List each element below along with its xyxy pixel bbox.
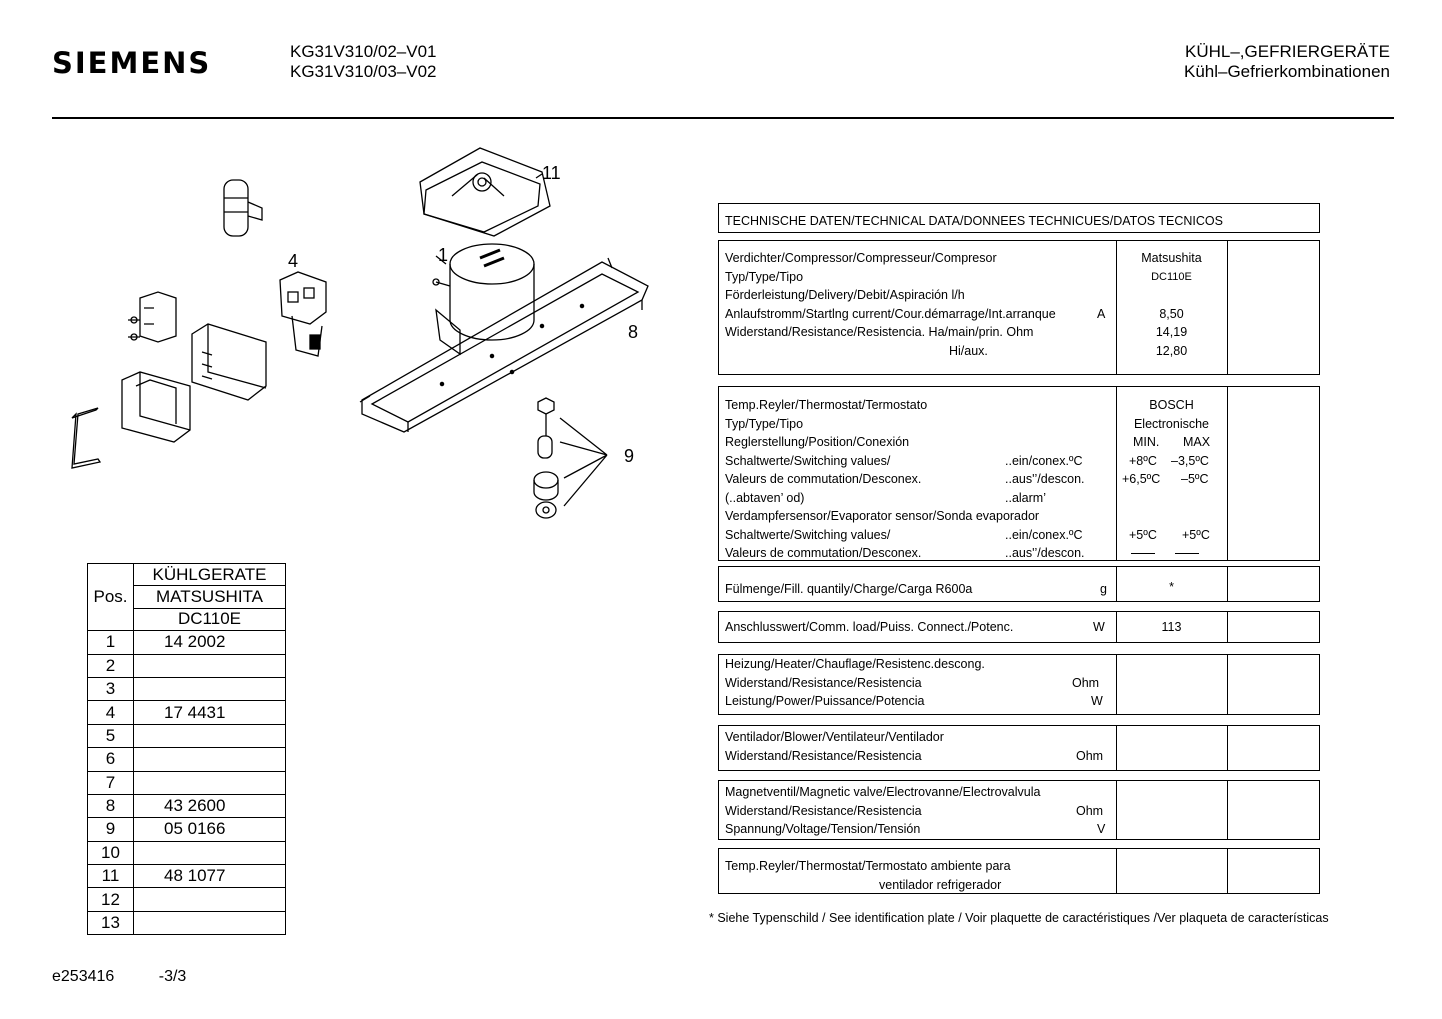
off-max-value: –5ºC xyxy=(1181,472,1209,486)
part-number-cell xyxy=(134,771,286,794)
heater-resistance-unit: Ohm xyxy=(1072,675,1100,690)
table-row xyxy=(88,865,286,888)
fill-quantity-unit: g xyxy=(1100,582,1107,596)
table-row xyxy=(88,701,286,724)
document-id: e253416 xyxy=(52,968,115,985)
starting-current-value: 8,50 xyxy=(1159,306,1184,321)
pos-cell: 6 xyxy=(88,748,134,771)
pos-header: Pos. xyxy=(88,564,134,631)
clip-part xyxy=(72,408,100,468)
thermostat-type: Electronische xyxy=(1133,416,1210,431)
part-number-cell xyxy=(134,654,286,677)
sensor-off-label: Valeurs de commutation/Desconex. xyxy=(725,546,922,560)
sensor-off-unit: ..aus'’/descon. xyxy=(1005,546,1085,560)
model-numbers xyxy=(290,42,437,82)
table-row xyxy=(88,794,286,817)
table-row xyxy=(88,724,286,747)
type-label: Typ/Type/Tipo xyxy=(725,269,804,284)
category-line: Kühl–Gefrierkombinationen xyxy=(1183,62,1390,81)
type-label: Typ/Type/Tipo xyxy=(725,416,804,431)
callout-11: 11 xyxy=(542,163,561,183)
on-min-value: +8ºC xyxy=(1129,453,1157,468)
connected-load-label: Anschlusswert/Comm. load/Puiss. Connect./Potenc. xyxy=(725,620,1014,634)
part-number-cell: 17 4431 xyxy=(134,701,286,724)
pos-cell: 11 xyxy=(88,865,134,888)
capacitor-part xyxy=(224,180,262,236)
resistance-main-value: 14,19 xyxy=(1155,325,1188,339)
fill-quantity-value: * xyxy=(1169,580,1174,594)
page-footer xyxy=(52,968,226,986)
thermostat-box xyxy=(718,386,1320,561)
pos-cell: 13 xyxy=(88,911,134,934)
cover-part xyxy=(192,324,266,400)
pos-cell: 8 xyxy=(88,794,134,817)
exploded-parts-diagram xyxy=(52,140,672,540)
pos-cell: 7 xyxy=(88,771,134,794)
switching-on-label: ..ein/conex.ºC xyxy=(1005,453,1083,468)
defrost-label: (..abtaven’ od) xyxy=(725,490,805,505)
connected-load-value: 113 xyxy=(1161,620,1182,634)
callout-8: 8 xyxy=(628,322,639,342)
callout-4: 4 xyxy=(288,251,299,271)
pos-cell: 12 xyxy=(88,888,134,911)
table-row xyxy=(88,818,286,841)
table-row xyxy=(88,748,286,771)
part-number-cell: 14 2002 xyxy=(134,631,286,654)
min-label: MIN. xyxy=(1133,435,1160,449)
table-row xyxy=(88,888,286,911)
pos-cell: 9 xyxy=(88,818,134,841)
resistance-aux-value: 12,80 xyxy=(1155,343,1188,358)
brand-logo: SIEMENS xyxy=(52,46,212,80)
compressor-type: DC110E xyxy=(1151,270,1192,283)
pos-cell: 10 xyxy=(88,841,134,864)
heater-resistance-label: Widerstand/Resistance/Resistencia xyxy=(725,675,922,690)
pos-cell: 1 xyxy=(88,631,134,654)
tech-data-title: TECHNISCHE DATEN/TECHNICAL DATA/DONNEES TECHNICUES/DATOS TECNICOS xyxy=(725,214,1223,228)
callout-1: 1 xyxy=(438,245,449,265)
switching-off-unit: ..aus'’/descon. xyxy=(1005,472,1085,486)
table-row xyxy=(88,677,286,700)
part-number-cell xyxy=(134,911,286,934)
part-number-cell: 48 1077 xyxy=(134,865,286,888)
switching-values-label: Schaltwerte/Switching values/ xyxy=(725,453,891,468)
compressor-label: Verdichter/Compressor/Compresseur/Compresor xyxy=(725,251,997,265)
blower-resistance-label: Widerstand/Resistance/Resistencia xyxy=(725,748,922,763)
pos-cell: 2 xyxy=(88,654,134,677)
connected-load-box xyxy=(718,611,1320,643)
valve-voltage-label: Spannung/Voltage/Tension/Tensión xyxy=(725,822,921,836)
valve-resistance-label: Widerstand/Resistance/Resistencia xyxy=(725,803,922,818)
part-number-cell xyxy=(134,724,286,747)
resistance-aux-label: Hi/aux. xyxy=(949,343,988,358)
part-number-cell xyxy=(134,841,286,864)
starting-current-label: Anlaufstromm/Startlng current/Cour.démarrage/Int.arranque xyxy=(725,306,1056,321)
part-number-cell: 05 0166 xyxy=(134,818,286,841)
tech-data-title-box xyxy=(718,203,1320,233)
model-line: KG31V310/02–V01 xyxy=(290,42,437,61)
header-cell: MATSUSHITA xyxy=(134,586,286,608)
part-number-cell xyxy=(134,888,286,911)
thermostat-make: BOSCH xyxy=(1149,398,1194,412)
valve-voltage-unit: V xyxy=(1097,822,1106,836)
max-label: MAX xyxy=(1183,435,1211,449)
valve-label: Magnetventil/Magnetic valve/Electrovanne/Electrovalvula xyxy=(725,785,1041,799)
ambient-thermostat-sub-label: ventilador refrigerador xyxy=(879,877,1002,892)
relay-part xyxy=(280,272,326,356)
evaporator-sensor-label: Verdampfersensor/Evaporator sensor/Sonda evaporador xyxy=(725,509,1040,523)
page-number: -3/3 xyxy=(158,968,187,985)
protector-part xyxy=(122,372,190,442)
table-row xyxy=(88,654,286,677)
fill-quantity-label: Fülmenge/Fill. quantily/Charge/Carga R600a xyxy=(725,582,973,596)
terminal-block-part xyxy=(128,292,176,342)
part-number-cell xyxy=(134,677,286,700)
part-number-cell: 43 2600 xyxy=(134,794,286,817)
valve-resistance-unit: Ohm xyxy=(1076,803,1104,818)
heater-label: Heizung/Heater/Chauflage/Resistenc.descong. xyxy=(725,657,985,671)
sensor-off-values xyxy=(1121,544,1209,563)
identification-plate-note: * Siehe Typenschild / See identification plate / Voir plaquette de caractéristiques /Ver plaqueta de características xyxy=(709,911,1329,925)
fill-quantity-box xyxy=(718,566,1320,602)
blower-label: Ventilador/Blower/Ventilateur/Ventilador xyxy=(725,730,944,744)
parts-table xyxy=(87,563,286,935)
compressor-part xyxy=(433,244,534,354)
switching-off-label: Valeurs de commutation/Desconex. xyxy=(725,472,922,486)
part-number-cell xyxy=(134,748,286,771)
ambient-thermostat-box xyxy=(718,848,1320,894)
base-plate-part xyxy=(360,258,648,432)
blower-resistance-unit: Ohm xyxy=(1076,748,1104,763)
category-title xyxy=(1184,42,1390,82)
fasteners-part xyxy=(534,398,607,518)
table-row xyxy=(88,911,286,934)
sensor-switching-label: Schaltwerte/Switching values/ xyxy=(725,527,891,542)
callout-9: 9 xyxy=(624,446,635,466)
connected-load-unit: W xyxy=(1093,620,1105,634)
heater-power-unit: W xyxy=(1091,694,1103,708)
header-cell: KÜHLGERATE xyxy=(134,564,286,586)
table-header-row xyxy=(88,564,286,586)
ambient-thermostat-label: Temp.Reyler/Thermostat/Termostato ambiente para xyxy=(725,859,1011,873)
on-max-value: –3,5ºC xyxy=(1171,453,1209,468)
pos-cell: 4 xyxy=(88,701,134,724)
table-row xyxy=(88,841,286,864)
sensor-on-label: ..ein/conex.ºC xyxy=(1005,527,1083,542)
sensor-on-min-value: +5ºC xyxy=(1129,527,1157,542)
pos-cell: 5 xyxy=(88,724,134,747)
position-label: Reglerstellung/Position/Conexión xyxy=(725,435,910,449)
pos-cell: 3 xyxy=(88,677,134,700)
compressor-make: Matsushita xyxy=(1141,251,1202,265)
category-line: KÜHL–,GEFRIERGERÄTE xyxy=(1185,42,1390,61)
starting-current-unit: A xyxy=(1097,306,1106,321)
header-cell: DC110E xyxy=(134,608,286,630)
off-min-value: +6,5ºC xyxy=(1122,472,1161,486)
terminal-cover-part xyxy=(420,148,550,236)
sensor-on-max-value: +5ºC xyxy=(1182,527,1210,542)
compressor-box xyxy=(718,240,1320,375)
model-line: KG31V310/03–V02 xyxy=(290,62,437,81)
table-row xyxy=(88,771,286,794)
alarm-label: ..alarm’ xyxy=(1005,490,1046,505)
heater-box xyxy=(718,654,1320,715)
magnetic-valve-box xyxy=(718,780,1320,840)
table-row xyxy=(88,631,286,654)
resistance-main-label: Widerstand/Resistance/Resistencia. Ha/main/prin. Ohm xyxy=(725,325,1034,339)
thermostat-label: Temp.Reyler/Thermostat/Termostato xyxy=(725,398,928,412)
blower-box xyxy=(718,725,1320,771)
delivery-label: Förderleistung/Delivery/Debit/Aspiración l/h xyxy=(725,288,965,302)
heater-power-label: Leistung/Power/Puissance/Potencia xyxy=(725,694,925,708)
header-divider xyxy=(52,117,1394,119)
